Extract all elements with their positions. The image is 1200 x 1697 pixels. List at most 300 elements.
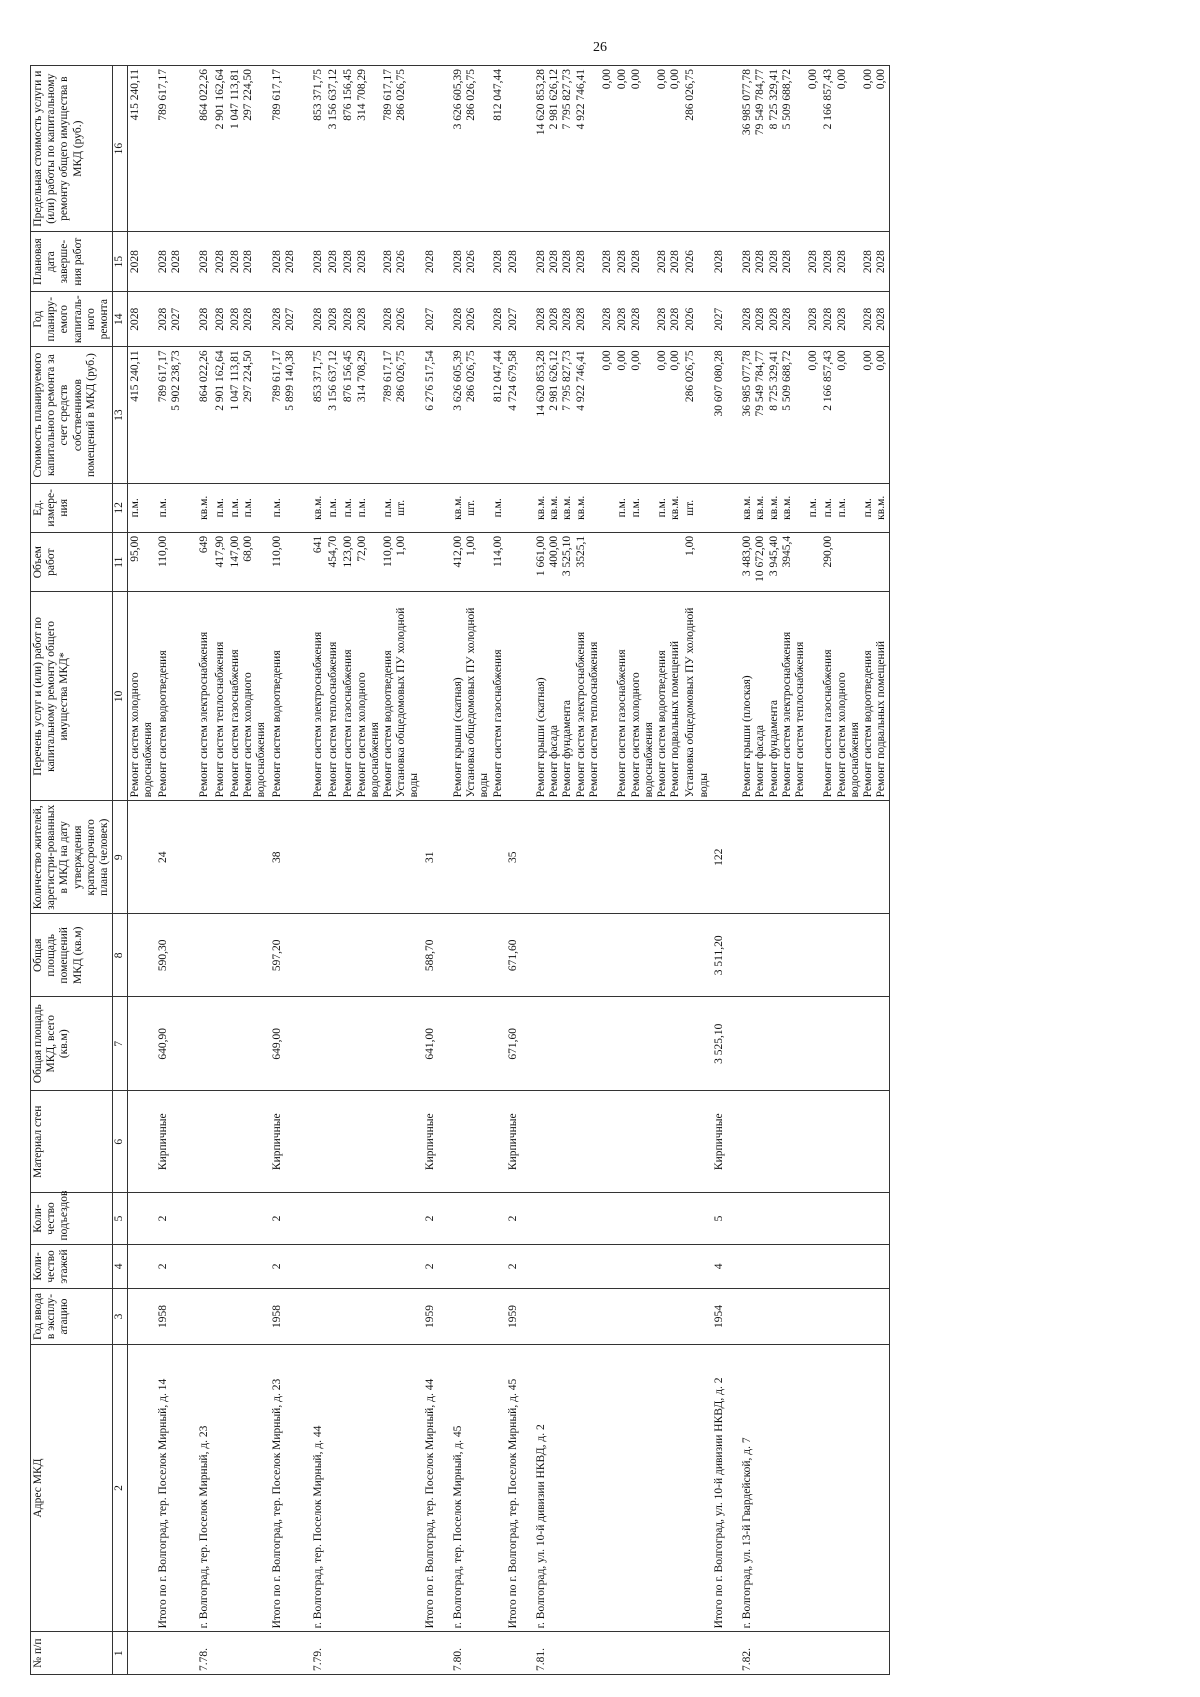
cell-col-7 xyxy=(326,997,341,1091)
cell-col-5 xyxy=(326,1193,341,1244)
cell-col-16: 2 901 162,64 xyxy=(213,66,228,232)
cell-col-1 xyxy=(423,1632,451,1675)
cell-col-9: 38 xyxy=(270,801,311,914)
column-number-2: 2 xyxy=(113,1344,127,1632)
cell-col-8 xyxy=(228,914,270,997)
cell-col-14: 2028 xyxy=(311,292,326,347)
cell-col-7 xyxy=(127,997,156,1091)
cell-col-12: кв.м. xyxy=(197,483,212,532)
cell-col-10: Ремонт систем газоснабжения Ремонт систем холодного водоснабжения xyxy=(228,592,270,801)
cell-col-11: 641 xyxy=(311,532,326,592)
cell-col-7 xyxy=(197,997,212,1091)
cell-col-16: 3 626 605,39 286 026,75 812 047,44 xyxy=(451,66,506,232)
cell-col-11: 649 xyxy=(197,532,212,592)
cell-col-16: 1 047 113,81 297 224,50 xyxy=(228,66,270,232)
cell-col-6: Кирпичные xyxy=(712,1091,740,1193)
cell-col-15: 2028 2028 2028 2028 xyxy=(821,232,890,292)
cell-col-3: 1959 xyxy=(423,1289,451,1344)
cell-col-11: 123,00 72,00 110,00 1,00 xyxy=(341,532,422,592)
cell-col-10 xyxy=(712,592,740,801)
cell-col-2 xyxy=(615,1344,683,1632)
cell-col-9 xyxy=(821,801,890,914)
cell-col-3: 1959 xyxy=(506,1289,534,1344)
table-row xyxy=(740,66,821,1675)
cell-col-5 xyxy=(740,1193,821,1244)
cell-col-1 xyxy=(326,1632,341,1675)
cell-col-4 xyxy=(683,1244,711,1289)
column-number-1: 1 xyxy=(113,1632,127,1675)
cell-col-16: 789 617,17 xyxy=(270,66,311,232)
cell-col-3 xyxy=(341,1289,422,1344)
cell-col-7 xyxy=(740,997,821,1091)
cell-col-1 xyxy=(270,1632,311,1675)
cell-col-14: 2028 xyxy=(127,292,156,347)
cell-col-10: Ремонт систем газоснабжения Ремонт систем холодного водоснабжения Ремонт систем водоотведения Установка общедомовых ПУ холодной воды xyxy=(341,592,422,801)
cell-col-8: 588,70 xyxy=(423,914,451,997)
cell-col-11: 454,70 xyxy=(326,532,341,592)
cell-col-11 xyxy=(506,532,534,592)
cell-col-3: 1958 xyxy=(156,1289,197,1344)
cell-col-1: 7.80. xyxy=(451,1632,506,1675)
cell-col-10: Установка общедомовых ПУ холодной воды xyxy=(683,592,711,801)
column-number-12: 12 xyxy=(113,483,127,532)
table-row xyxy=(326,66,341,1675)
column-number-5: 5 xyxy=(113,1193,127,1244)
cell-col-12: п.м. xyxy=(127,483,156,532)
cell-col-14: 2028 xyxy=(213,292,228,347)
column-header-7: Общая площадь МКД, всего (кв.м) xyxy=(31,997,113,1091)
cell-col-11: 147,00 68,00 xyxy=(228,532,270,592)
cell-col-2: г. Волгоград, тер. Поселок Мирный, д. 23 xyxy=(197,1344,212,1632)
cell-col-9 xyxy=(311,801,326,914)
column-header-14: Год планиру-емого капиталь-ного ремонта xyxy=(31,292,113,347)
cell-col-4 xyxy=(311,1244,326,1289)
cell-col-6 xyxy=(683,1091,711,1193)
cell-col-4 xyxy=(740,1244,821,1289)
cell-col-8 xyxy=(341,914,422,997)
column-number-13: 13 xyxy=(113,347,127,483)
column-number-7: 7 xyxy=(113,997,127,1091)
cell-col-7: 640,90 xyxy=(156,997,197,1091)
cell-col-5 xyxy=(615,1193,683,1244)
cell-col-14: 2028 xyxy=(197,292,212,347)
cell-col-2: г. Волгоград, тер. Поселок Мирный, д. 44 xyxy=(311,1344,326,1632)
column-header-4: Коли-чество этажей xyxy=(31,1244,113,1289)
cell-col-6 xyxy=(197,1091,212,1193)
cell-col-5 xyxy=(213,1193,228,1244)
rotated-table-container xyxy=(30,65,1180,1675)
cell-col-7 xyxy=(683,997,711,1091)
total-row xyxy=(156,66,197,1675)
column-header-16: Предельная стоимость услуги и (или) работы по капитальному ремонту общего имущества в МКД (руб.) xyxy=(31,66,113,232)
cell-col-8: 590,30 xyxy=(156,914,197,997)
cell-col-3 xyxy=(127,1289,156,1344)
cell-col-1 xyxy=(615,1632,683,1675)
cell-col-12: шт. xyxy=(683,483,711,532)
cell-col-1 xyxy=(683,1632,711,1675)
cell-col-15: 2028 2028 xyxy=(156,232,197,292)
cell-col-10 xyxy=(423,592,451,801)
cell-col-15: 2028 xyxy=(506,232,534,292)
cell-col-8 xyxy=(534,914,615,997)
cell-col-6 xyxy=(213,1091,228,1193)
cell-col-11: 290,00 xyxy=(821,532,890,592)
cell-col-6: Кирпичные xyxy=(423,1091,451,1193)
cell-col-5: 2 xyxy=(423,1193,451,1244)
cell-col-5 xyxy=(197,1193,212,1244)
cell-col-13: 6 276 517,54 xyxy=(423,347,451,483)
cell-col-1 xyxy=(821,1632,890,1675)
cell-col-4: 2 xyxy=(506,1244,534,1289)
cell-col-12: п.м. xyxy=(326,483,341,532)
cell-col-12 xyxy=(423,483,451,532)
cell-col-11: 1 661,00 400,00 3 525,10 3525,1 xyxy=(534,532,615,592)
cell-col-14: 2027 xyxy=(423,292,451,347)
table-row xyxy=(127,66,156,1675)
cell-col-9 xyxy=(127,801,156,914)
cell-col-16: 2 166 857,43 0,00 0,00 0,00 xyxy=(821,66,890,232)
cell-col-13: 853 371,75 xyxy=(311,347,326,483)
total-row xyxy=(423,66,451,1675)
cell-col-7 xyxy=(213,997,228,1091)
cell-col-5 xyxy=(341,1193,422,1244)
cell-col-15: 2028 2028 2028 2028 xyxy=(615,232,683,292)
cell-col-9: 122 xyxy=(712,801,740,914)
cell-col-12: п.м. xyxy=(156,483,197,532)
cell-col-5: 2 xyxy=(156,1193,197,1244)
cell-col-13: 36 985 077,78 79 549 784,77 8 725 329,41 5 509 688,72 0,00 xyxy=(740,347,821,483)
cell-col-4: 4 xyxy=(712,1244,740,1289)
cell-col-6 xyxy=(451,1091,506,1193)
cell-col-14: 2028 2028 2028 2028 2028 xyxy=(740,292,821,347)
cell-col-3 xyxy=(311,1289,326,1344)
column-header-15: Плановая дата заверше-ния работ xyxy=(31,232,113,292)
cell-col-7 xyxy=(341,997,422,1091)
total-row xyxy=(712,66,740,1675)
cell-col-11: 1,00 xyxy=(683,532,711,592)
cell-col-8 xyxy=(451,914,506,997)
cell-col-10: Ремонт систем водоотведения xyxy=(156,592,197,801)
cell-col-3 xyxy=(740,1289,821,1344)
total-row xyxy=(270,66,311,1675)
cell-col-1 xyxy=(506,1632,534,1675)
cell-col-11: 110,00 xyxy=(156,532,197,592)
cell-col-2 xyxy=(341,1344,422,1632)
cell-col-12: п.м. п.м. п.м. шт. xyxy=(341,483,422,532)
cell-col-12: кв.м. шт. п.м. xyxy=(451,483,506,532)
cell-col-12: п.м. xyxy=(270,483,311,532)
cell-col-1 xyxy=(712,1632,740,1675)
cell-col-12: п.м. п.м. xyxy=(228,483,270,532)
cell-col-3: 1958 xyxy=(270,1289,311,1344)
cell-col-8 xyxy=(615,914,683,997)
cell-col-14: 2028 2027 xyxy=(270,292,311,347)
cell-col-14: 2028 2028 xyxy=(228,292,270,347)
cell-col-14: 2028 2028 2028 2028 xyxy=(821,292,890,347)
cell-col-10: Ремонт систем газоснабжения Ремонт систем холодного водоснабжения Ремонт систем водоотведения Ремонт подвальных помещений xyxy=(615,592,683,801)
cell-col-16 xyxy=(506,66,534,232)
cell-col-3 xyxy=(213,1289,228,1344)
cell-col-7 xyxy=(821,997,890,1091)
cell-col-2 xyxy=(213,1344,228,1632)
cell-col-1: 7.82. xyxy=(740,1632,821,1675)
cell-col-15: 2028 xyxy=(712,232,740,292)
cell-col-16: 3 156 637,12 xyxy=(326,66,341,232)
column-header-11: Объем работ xyxy=(31,532,113,592)
cell-col-13: 789 617,17 5 902 238,73 xyxy=(156,347,197,483)
cell-col-7: 671,60 xyxy=(506,997,534,1091)
cell-col-5 xyxy=(228,1193,270,1244)
cell-col-6 xyxy=(127,1091,156,1193)
cell-col-3: 1954 xyxy=(712,1289,740,1344)
cell-col-6: Кирпичные xyxy=(506,1091,534,1193)
column-number-10: 10 xyxy=(113,592,127,801)
cell-col-6 xyxy=(821,1091,890,1193)
cell-col-12: п.м. п.м. п.м. кв.м. xyxy=(615,483,683,532)
cell-col-12: кв.м. кв.м. кв.м. кв.м. xyxy=(534,483,615,532)
cell-col-6: Кирпичные xyxy=(270,1091,311,1193)
cell-col-13: 14 620 853,28 2 981 626,12 7 795 827,73 4 922 746,41 0,00 xyxy=(534,347,615,483)
cell-col-2 xyxy=(683,1344,711,1632)
cell-col-12: кв.м. xyxy=(311,483,326,532)
cell-col-12 xyxy=(712,483,740,532)
cell-col-16 xyxy=(423,66,451,232)
cell-col-15: 2028 2026 2028 xyxy=(451,232,506,292)
column-header-6: Материал стен xyxy=(31,1091,113,1193)
cell-col-10: Ремонт систем электроснабжения xyxy=(311,592,326,801)
cell-col-4 xyxy=(326,1244,341,1289)
cell-col-16: 853 371,75 xyxy=(311,66,326,232)
cell-col-2: Итого по г. Волгоград, тер. Поселок Мирный, д. 23 xyxy=(270,1344,311,1632)
cell-col-2: Итого по г. Волгоград, тер. Поселок Мирный, д. 14 xyxy=(156,1344,197,1632)
cell-col-14: 2027 xyxy=(712,292,740,347)
table-row xyxy=(311,66,326,1675)
cell-col-2 xyxy=(228,1344,270,1632)
cell-col-7: 649,00 xyxy=(270,997,311,1091)
cell-col-5 xyxy=(683,1193,711,1244)
cell-col-10 xyxy=(506,592,534,801)
cell-col-4: 2 xyxy=(423,1244,451,1289)
cell-col-6 xyxy=(311,1091,326,1193)
cell-col-3 xyxy=(615,1289,683,1344)
cell-col-2 xyxy=(821,1344,890,1632)
cell-col-4 xyxy=(213,1244,228,1289)
cell-col-7 xyxy=(451,997,506,1091)
cell-col-15: 2028 2028 xyxy=(228,232,270,292)
cell-col-9: 35 xyxy=(506,801,534,914)
cell-col-6 xyxy=(326,1091,341,1193)
cell-col-8 xyxy=(821,914,890,997)
cell-col-4: 2 xyxy=(270,1244,311,1289)
cell-col-11: 417,90 xyxy=(213,532,228,592)
column-header-3: Год ввода в эксплу-атацию xyxy=(31,1289,113,1344)
cell-col-9 xyxy=(326,801,341,914)
column-number-row xyxy=(113,66,127,1675)
cell-col-10: Ремонт систем теплоснабжения xyxy=(326,592,341,801)
cell-col-6 xyxy=(534,1091,615,1193)
column-header-12: Ед. измере-ния xyxy=(31,483,113,532)
table-row xyxy=(821,66,890,1675)
cell-col-13: 789 617,17 5 899 140,38 xyxy=(270,347,311,483)
cell-col-12 xyxy=(506,483,534,532)
cell-col-4: 2 xyxy=(156,1244,197,1289)
cell-col-15: 2028 2028 xyxy=(270,232,311,292)
column-number-8: 8 xyxy=(113,914,127,997)
cell-col-16: 0,00 0,00 0,00 0,00 xyxy=(615,66,683,232)
cell-col-10: Ремонт крыши (плоская) Ремонт фасада Ремонт фундамента Ремонт систем электроснабжения Ремонт систем теплоснабжения xyxy=(740,592,821,801)
cell-col-16: 14 620 853,28 2 981 626,12 7 795 827,73 4 922 746,41 0,00 xyxy=(534,66,615,232)
cell-col-8: 671,60 xyxy=(506,914,534,997)
column-number-15: 15 xyxy=(113,232,127,292)
cell-col-2: Итого по г. Волгоград, тер. Поселок Мирный, д. 45 xyxy=(506,1344,534,1632)
page-number: 26 xyxy=(593,40,607,55)
cell-col-8: 3 511,20 xyxy=(712,914,740,997)
cell-col-15: 2028 xyxy=(197,232,212,292)
column-number-4: 4 xyxy=(113,1244,127,1289)
cell-col-2 xyxy=(127,1344,156,1632)
cell-col-5 xyxy=(127,1193,156,1244)
cell-col-9 xyxy=(534,801,615,914)
cell-col-2: г. Волгоград, тер. Поселок Мирный, д. 45 xyxy=(451,1344,506,1632)
table-row xyxy=(213,66,228,1675)
cell-col-9 xyxy=(228,801,270,914)
cell-col-1 xyxy=(228,1632,270,1675)
cell-col-15: 2028 xyxy=(423,232,451,292)
cell-col-13: 286 026,75 xyxy=(683,347,711,483)
cell-col-1: 7.81. xyxy=(534,1632,615,1675)
cell-col-13: 2 166 857,43 0,00 0,00 0,00 xyxy=(821,347,890,483)
cell-col-12: кв.м. кв.м. кв.м. кв.м. п.м. xyxy=(740,483,821,532)
cell-col-16 xyxy=(712,66,740,232)
table-row xyxy=(197,66,212,1675)
cell-col-13: 3 156 637,12 xyxy=(326,347,341,483)
cell-col-8: 597,20 xyxy=(270,914,311,997)
cell-col-8 xyxy=(197,914,212,997)
cell-col-13: 1 047 113,81 297 224,50 xyxy=(228,347,270,483)
cell-col-5: 2 xyxy=(270,1193,311,1244)
cell-col-4 xyxy=(228,1244,270,1289)
cell-col-16: 36 985 077,78 79 549 784,77 8 725 329,41 5 509 688,72 0,00 xyxy=(740,66,821,232)
header-row xyxy=(31,66,113,1675)
column-header-2: Адрес МКД xyxy=(31,1344,113,1632)
column-number-16: 16 xyxy=(113,66,127,232)
cell-col-13: 0,00 0,00 0,00 0,00 xyxy=(615,347,683,483)
cell-col-1 xyxy=(127,1632,156,1675)
cell-col-4 xyxy=(341,1244,422,1289)
cell-col-8 xyxy=(213,914,228,997)
cell-col-13: 2 901 162,64 xyxy=(213,347,228,483)
column-header-1: № п/п xyxy=(31,1632,113,1675)
cell-col-3 xyxy=(821,1289,890,1344)
cell-col-2: г. Волгоград, ул. 10-й дивизии НКВД, д. 2 xyxy=(534,1344,615,1632)
table-row xyxy=(615,66,683,1675)
table-body xyxy=(127,66,890,1675)
column-number-11: 11 xyxy=(113,532,127,592)
cell-col-4 xyxy=(127,1244,156,1289)
total-row xyxy=(506,66,534,1675)
cell-col-13: 3 626 605,39 286 026,75 812 047,44 xyxy=(451,347,506,483)
cell-col-13: 4 724 679,58 xyxy=(506,347,534,483)
cell-col-8 xyxy=(127,914,156,997)
cell-col-7 xyxy=(311,997,326,1091)
cell-col-14: 2028 2027 xyxy=(156,292,197,347)
cell-col-1: 7.79. xyxy=(311,1632,326,1675)
cell-col-6 xyxy=(228,1091,270,1193)
cell-col-3 xyxy=(683,1289,711,1344)
cell-col-6 xyxy=(740,1091,821,1193)
cell-col-14: 2027 xyxy=(506,292,534,347)
cell-col-9: 31 xyxy=(423,801,451,914)
cell-col-4 xyxy=(451,1244,506,1289)
cell-col-11: 110,00 xyxy=(270,532,311,592)
cell-col-15: 2028 xyxy=(127,232,156,292)
table-row xyxy=(451,66,506,1675)
cell-col-10: Ремонт систем холодного водоснабжения xyxy=(127,592,156,801)
column-number-9: 9 xyxy=(113,801,127,914)
cell-col-9 xyxy=(197,801,212,914)
cell-col-5 xyxy=(534,1193,615,1244)
cell-col-13: 415 240,11 xyxy=(127,347,156,483)
column-header-10: Перечень услуг и (или) работ по капитальному ремонту общего имущества МКД* xyxy=(31,592,113,801)
cell-col-15: 2028 2028 2028 2026 xyxy=(341,232,422,292)
column-header-5: Коли-чество подъездов xyxy=(31,1193,113,1244)
cell-col-11: 95,00 xyxy=(127,532,156,592)
cell-col-5 xyxy=(311,1193,326,1244)
cell-col-7 xyxy=(228,997,270,1091)
cell-col-14: 2028 xyxy=(326,292,341,347)
cell-col-10: Ремонт систем электроснабжения xyxy=(197,592,212,801)
cell-col-11: 412,00 1,00 114,00 xyxy=(451,532,506,592)
cell-col-1: 7.78. xyxy=(197,1632,212,1675)
cell-col-15: 2028 xyxy=(311,232,326,292)
column-header-13: Стоимость планируемого капитального ремонта за счет средств собственников помещений в МКД (руб.) xyxy=(31,347,113,483)
column-number-14: 14 xyxy=(113,292,127,347)
cell-col-9 xyxy=(683,801,711,914)
cell-col-11: 3 483,00 10 672,00 3 945,40 3945,4 xyxy=(740,532,821,592)
cell-col-2: Итого по г. Волгоград, тер. Поселок Мирный, д. 44 xyxy=(423,1344,451,1632)
cell-col-13: 864 022,26 xyxy=(197,347,212,483)
cell-col-7: 641,00 xyxy=(423,997,451,1091)
cell-col-2: Итого по г. Волгоград, ул. 10-й дивизии НКВД, д. 2 xyxy=(712,1344,740,1632)
cell-col-6 xyxy=(615,1091,683,1193)
cell-col-14: 2028 2026 2028 xyxy=(451,292,506,347)
cell-col-3 xyxy=(326,1289,341,1344)
cell-col-14: 2026 xyxy=(683,292,711,347)
cell-col-10: Ремонт систем теплоснабжения xyxy=(213,592,228,801)
cell-col-1 xyxy=(213,1632,228,1675)
cell-col-5 xyxy=(821,1193,890,1244)
cell-col-1 xyxy=(341,1632,422,1675)
cell-col-9: 24 xyxy=(156,801,197,914)
cell-col-3 xyxy=(534,1289,615,1344)
cell-col-16: 286 026,75 xyxy=(683,66,711,232)
cell-col-8 xyxy=(740,914,821,997)
cell-col-11 xyxy=(615,532,683,592)
cell-col-7 xyxy=(615,997,683,1091)
cell-col-4 xyxy=(534,1244,615,1289)
cell-col-9 xyxy=(213,801,228,914)
column-number-3: 3 xyxy=(113,1289,127,1344)
cell-col-10: Ремонт крыши (скатная) Ремонт фасада Ремонт фундамента Ремонт систем электроснабжения Ремонт систем теплоснабжения xyxy=(534,592,615,801)
cell-col-8 xyxy=(311,914,326,997)
cell-col-14: 2028 2028 2028 2028 xyxy=(615,292,683,347)
cell-col-5: 5 xyxy=(712,1193,740,1244)
cell-col-13: 876 156,45 314 708,29 789 617,17 286 026,75 xyxy=(341,347,422,483)
cell-col-9 xyxy=(451,801,506,914)
cell-col-8 xyxy=(326,914,341,997)
cell-col-4 xyxy=(615,1244,683,1289)
cell-col-6 xyxy=(341,1091,422,1193)
